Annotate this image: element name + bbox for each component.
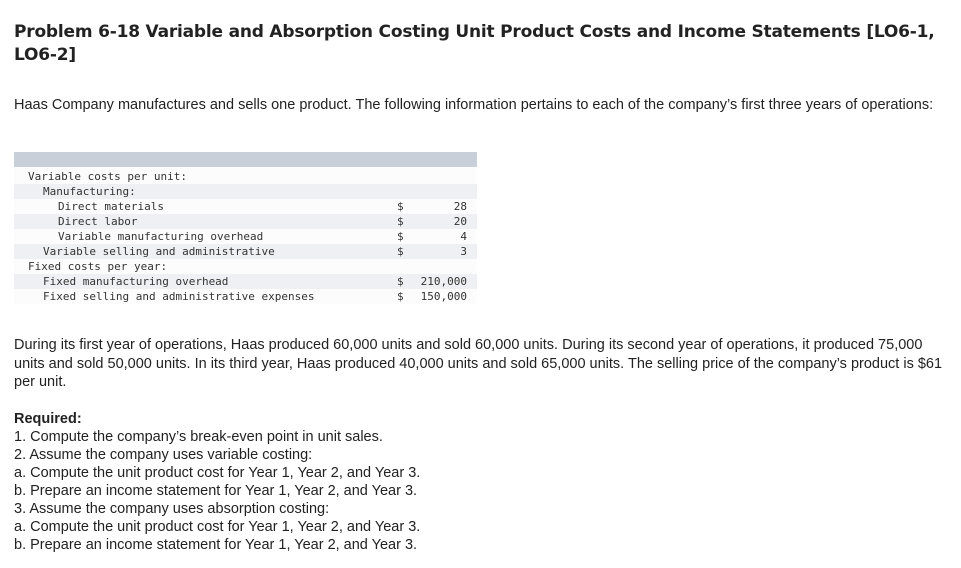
required-item: b. Prepare an income statement for Year 1, Year 2, and Year 3.: [14, 537, 418, 553]
row-label: Variable manufacturing overhead: [58, 230, 264, 243]
row-amount: 3: [460, 245, 467, 258]
row-dollar: $: [397, 215, 404, 228]
table-header-band: [14, 152, 477, 167]
table-row: [14, 244, 477, 259]
required-item: 2. Assume the company uses variable costing:: [14, 447, 313, 463]
row-label: Variable selling and administrative: [43, 245, 275, 258]
cost-rows: [14, 167, 477, 304]
row-dollar: $: [397, 230, 404, 243]
problem-intro: Haas Company manufactures and sells one product. The following information pertains to each of the company’s first three years of operations:: [14, 97, 934, 113]
problem-title: Problem 6-18 Variable and Absorption Costing Unit Product Costs and Income Statements [LO6-1, LO6-2]: [14, 22, 935, 65]
row-amount: 20: [453, 215, 467, 228]
row-label: Fixed manufacturing overhead: [43, 275, 229, 288]
problem-narrative: During its first year of operations, Haas produced 60,000 units and sold 60,000 units. During its second year of operations, it produced 75,000 units and sold 50,000 units. In its third year, Haas produced 40,000 units and sold 65,000 units. The selling price of the company’s product is $61 per unit.: [14, 337, 943, 390]
table-row: [14, 274, 477, 289]
table-row: [14, 169, 477, 184]
row-dollar: $: [397, 200, 404, 213]
row-amount: 28: [453, 200, 467, 213]
row-amount: 4: [460, 230, 467, 243]
table-row: [14, 289, 477, 304]
required-item: 3. Assume the company uses absorption costing:: [14, 501, 330, 517]
row-label: Fixed costs per year:: [28, 260, 168, 273]
row-label: Variable costs per unit:: [28, 170, 187, 183]
row-amount: 150,000: [420, 290, 467, 303]
row-label: Direct materials: [58, 200, 164, 213]
required-item: a. Compute the unit product cost for Year 1, Year 2, and Year 3.: [14, 465, 421, 481]
table-row: [14, 184, 477, 199]
cost-data-table: [14, 152, 477, 304]
required-heading: Required:: [14, 411, 82, 427]
row-label: Manufacturing:: [43, 185, 136, 198]
row-dollar: $: [397, 275, 404, 288]
required-item: a. Compute the unit product cost for Year 1, Year 2, and Year 3.: [14, 519, 421, 535]
required-item: 1. Compute the company’s break-even point in unit sales.: [14, 429, 383, 445]
table-row: [14, 214, 477, 229]
row-amount: 210,000: [420, 275, 467, 288]
row-label: Direct labor: [58, 215, 138, 228]
required-section: [14, 410, 614, 554]
row-dollar: $: [397, 245, 404, 258]
table-row: [14, 259, 477, 274]
table-row: [14, 229, 477, 244]
row-label: Fixed selling and administrative expenses: [43, 290, 315, 303]
required-item: b. Prepare an income statement for Year 1, Year 2, and Year 3.: [14, 483, 418, 499]
table-row: [14, 199, 477, 214]
row-dollar: $: [397, 290, 404, 303]
